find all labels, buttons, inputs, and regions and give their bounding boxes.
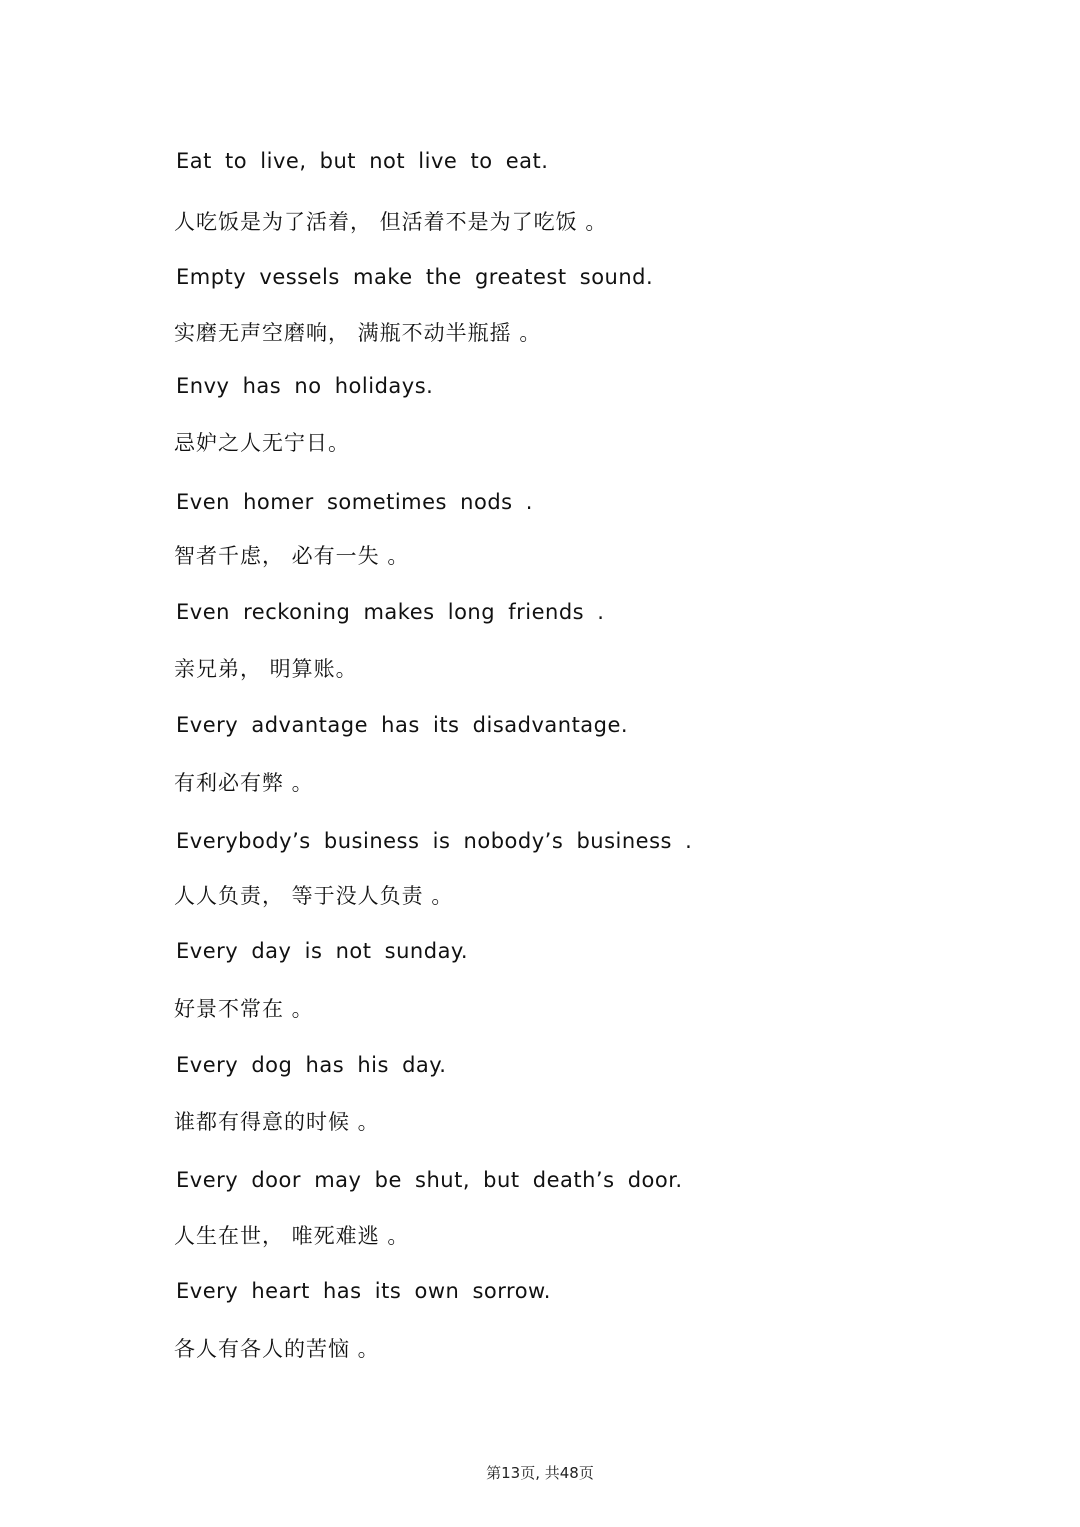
proverb-english: Every day is not sunday. <box>176 939 469 963</box>
proverb-english: Even homer sometimes nods . <box>176 490 533 514</box>
proverb-chinese: 实磨无声空磨响， 满瓶不动半瓶摇 。 <box>174 321 542 345</box>
proverb-chinese: 好景不常在 。 <box>174 997 314 1021</box>
proverb-chinese: 人人负责， 等于没人负责 。 <box>174 884 454 908</box>
proverb-chinese: 谁都有得意的时候 。 <box>174 1110 380 1134</box>
proverb-english: Empty vessels make the greatest sound. <box>176 265 654 289</box>
proverb-english: Even reckoning makes long friends . <box>176 600 605 624</box>
proverb-chinese: 有利必有弊 。 <box>174 771 314 795</box>
proverb-english: Everybody’s business is nobody’s business . <box>176 829 693 853</box>
proverb-english: Eat to live, but not live to eat. <box>176 149 549 173</box>
proverb-chinese: 各人有各人的苦恼 。 <box>174 1337 380 1361</box>
proverb-chinese: 人生在世， 唯死难逃 。 <box>174 1224 410 1248</box>
proverb-english: Every heart has its own sorrow. <box>176 1279 551 1303</box>
proverb-english: Every dog has his day. <box>176 1053 447 1077</box>
proverb-chinese: 人吃饭是为了活着， 但活着不是为了吃饭 。 <box>174 210 608 234</box>
proverb-english: Every advantage has its disadvantage. <box>176 713 629 737</box>
proverb-chinese: 智者千虑， 必有一失 。 <box>174 544 410 568</box>
page-number-footer: 第13页, 共48页 <box>486 1464 594 1482</box>
proverb-chinese: 忌妒之人无宁日。 <box>174 431 350 455</box>
proverb-english: Envy has no holidays. <box>176 374 434 398</box>
proverb-chinese: 亲兄弟， 明算账。 <box>174 657 358 681</box>
proverb-english: Every door may be shut, but death’s door. <box>176 1168 683 1192</box>
